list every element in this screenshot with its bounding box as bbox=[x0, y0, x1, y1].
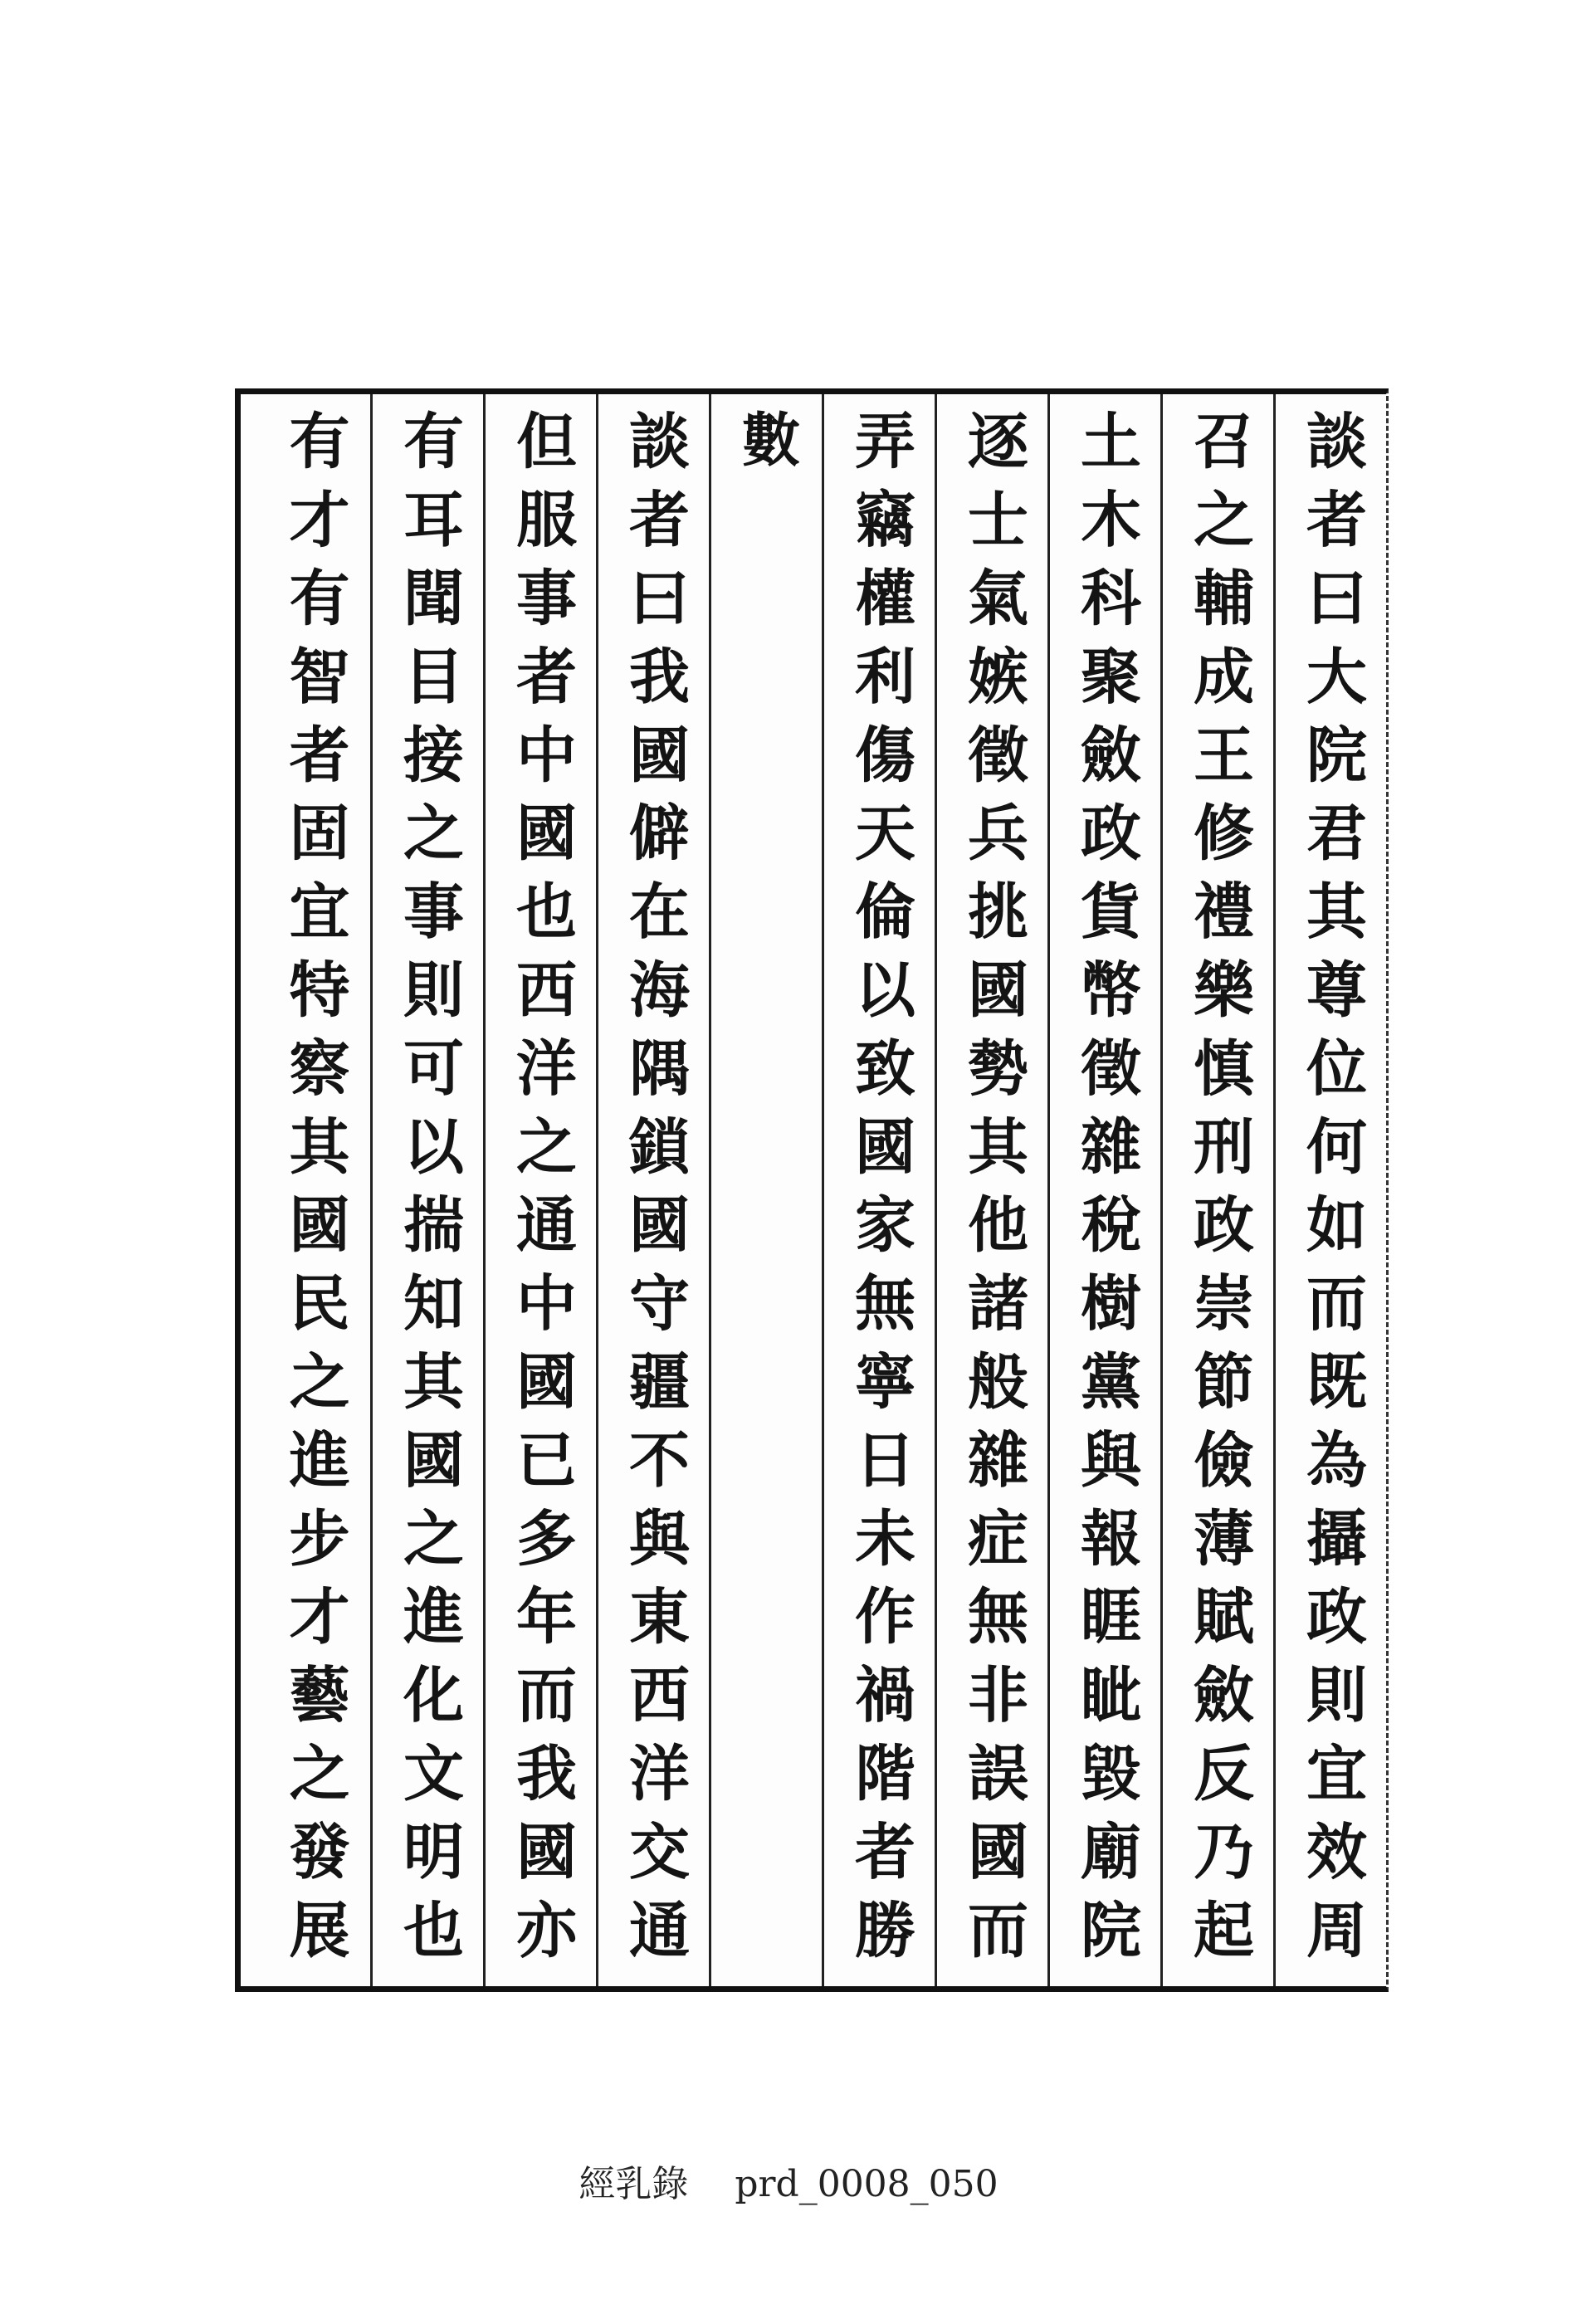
text-column-9 bbox=[370, 394, 483, 1986]
text-column-2 bbox=[1160, 394, 1273, 1986]
text-frame bbox=[235, 388, 1389, 1992]
column-text: 有耳聞目接之事則可以揣知其國之進化文明也 bbox=[393, 409, 464, 1976]
text-column-1 bbox=[1273, 394, 1386, 1986]
text-column-6 bbox=[709, 394, 822, 1986]
text-column-7 bbox=[596, 394, 709, 1986]
footer-title: 經乳錄 bbox=[579, 2163, 689, 2205]
column-text: 土木科聚斂政貨幣徵雜稅樹黨與報睚眦毀廟院 bbox=[1070, 409, 1141, 1976]
page-footer bbox=[0, 2154, 1577, 2207]
column-text: 但服事者中國也西洋之通中國已多年而我國亦 bbox=[505, 409, 577, 1976]
column-text: 召之輔成王修禮樂慎刑政崇節儉薄賦斂反乃起 bbox=[1183, 409, 1254, 1976]
text-column-10 bbox=[257, 394, 370, 1986]
text-columns bbox=[241, 394, 1386, 1986]
text-column-5 bbox=[822, 394, 935, 1986]
column-text: 數 bbox=[732, 409, 802, 476]
text-column-8 bbox=[483, 394, 596, 1986]
column-text: 有才有智者固宜特察其國民之進步才藝之發展 bbox=[278, 409, 350, 1976]
column-text: 弄竊權利傷天倫以致國家無寧日未作禍階者勝 bbox=[844, 409, 915, 1976]
footer-code: prd_0008_050 bbox=[735, 2163, 998, 2205]
column-text: 逐士氣嫉徵兵挑國勢其他諸般雜症無非誤國而 bbox=[957, 409, 1028, 1976]
column-text: 談者曰我國僻在海隅鎖國守疆不與東西洋交通 bbox=[618, 409, 690, 1976]
text-column-4 bbox=[935, 394, 1047, 1986]
column-text: 談者曰大院君其尊位何如而既為攝政則宜效周 bbox=[1296, 409, 1367, 1976]
text-column-3 bbox=[1047, 394, 1160, 1986]
